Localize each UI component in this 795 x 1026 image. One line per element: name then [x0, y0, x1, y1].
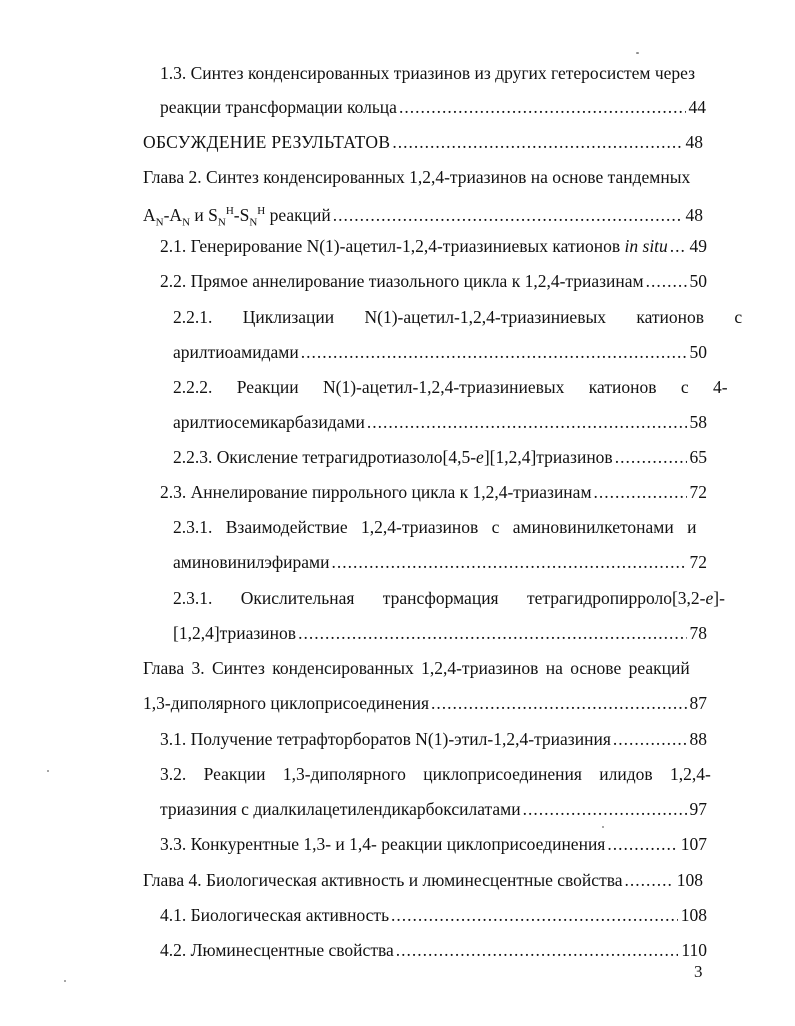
- page-number: 3: [694, 962, 703, 981]
- toc-leader: [333, 204, 683, 226]
- toc-2-2-3-line: [173, 446, 707, 468]
- toc-2-3-1-line-2: [173, 551, 707, 573]
- toc-ch3-title-b: 1,3-диполярного циклоприсоединения: [143, 693, 430, 713]
- toc-1-3-title-a: 1.3. Синтез конденсированных триазинов из других гетеросистем через: [160, 63, 696, 83]
- toc-3-2-line-1: [160, 763, 711, 785]
- toc-1-3-line-2: [160, 96, 706, 118]
- toc-2-2-2-line-1: [173, 376, 728, 398]
- toc-ch2-title-b: реакций: [269, 204, 331, 225]
- toc-2-3-1-page: 72: [689, 552, 707, 572]
- toc-2-3-1-line-1: [173, 516, 708, 538]
- toc-2-2-1-title-b: арилтиоамидами: [173, 342, 299, 362]
- toc-2-2-3-italic: e: [476, 447, 484, 467]
- toc-leader: [391, 904, 678, 926]
- toc-ch3-line-2: [143, 692, 707, 714]
- toc-ch2-line-1: [143, 166, 715, 188]
- toc-2-2-1-line-2: [173, 341, 707, 363]
- toc-3-3-line: [160, 833, 707, 855]
- toc-2-3-1b-title-post: ]-: [713, 588, 725, 608]
- scan-speck: [602, 826, 604, 828]
- toc-2-3-line: [160, 481, 707, 503]
- toc-ch3-page: 87: [689, 693, 707, 713]
- toc-2-3-title: 2.3. Аннелирование пиррольного цикла к 1,2,4-триазинам: [160, 482, 592, 502]
- toc-2-1-title: 2.1. Генерирование N(1)-ацетил-1,2,4-триазиниевых катионов: [160, 236, 621, 256]
- toc-leader: [670, 235, 687, 257]
- toc-2-3-1b-line-2: [173, 622, 707, 644]
- scan-speck: [64, 980, 66, 982]
- toc-leader: [367, 411, 687, 433]
- toc-4-2-page: 110: [681, 940, 707, 960]
- toc-3-1-title: 3.1. Получение тетрафторборатов N(1)-этил-1,2,4-триазиния: [160, 729, 611, 749]
- toc-leader: [298, 622, 686, 644]
- toc-3-3-page: 107: [680, 834, 707, 854]
- toc-3-2-line-2: [160, 798, 707, 820]
- toc-results-page: 48: [685, 132, 703, 152]
- toc-2-2-3-title-pre: 2.2.3. Окисление тетрагидротиазоло[4,5-: [173, 447, 477, 467]
- toc-ch4-line: [143, 869, 703, 891]
- toc-2-2-2-title-a: 2.2.2. Реакции N(1)-ацетил-1,2,4-триазиниевых катионов с 4-: [173, 377, 728, 397]
- toc-2-3-page: 72: [689, 482, 707, 502]
- toc-3-2-title-a: 3.2. Реакции 1,3-диполярного циклоприсоединения илидов 1,2,4-: [160, 764, 711, 784]
- toc-4-2-title: 4.2. Люминесцентные свойства: [160, 940, 394, 960]
- toc-2-2-2-title-b: арилтиосемикарбазидами: [173, 412, 365, 432]
- toc-2-1-italic: in situ: [624, 236, 668, 256]
- toc-1-3-line-1: [160, 62, 716, 84]
- toc-3-3-title: 3.3. Конкурентные 1,3- и 1,4- реакции циклоприсоединения: [160, 834, 606, 854]
- toc-2-2-1-title-a: 2.2.1. Циклизации N(1)-ацетил-1,2,4-триазиниевых катионов с: [173, 307, 743, 327]
- toc-3-1-line: [160, 728, 707, 750]
- toc-ch3-title-a: Глава 3. Синтез конденсированных 1,2,4-триазинов на основе реакций: [143, 658, 690, 678]
- toc-2-3-1b-title-pre: 2.3.1. Окислительная трансформация тетрагидропирроло[3,2-: [173, 588, 706, 608]
- toc-2-2-page: 50: [689, 271, 707, 291]
- toc-1-3-page: 44: [688, 97, 706, 117]
- toc-ch4-title: Глава 4. Биологическая активность и люминесцентные свойства: [143, 870, 623, 890]
- toc-leader: [625, 869, 674, 891]
- toc-2-3-1b-title-b: [1,2,4]триазинов: [173, 623, 297, 643]
- toc-leader: [594, 481, 687, 503]
- toc-leader: [396, 939, 679, 961]
- toc-2-2-1-line-1: [173, 306, 743, 328]
- toc-3-2-title-b: триазиния с диалкилацетилендикарбоксилатами: [160, 799, 521, 819]
- toc-2-2-2-page: 58: [689, 412, 707, 432]
- toc-2-2-line: [160, 270, 707, 292]
- toc-ch2-title-a: Глава 2. Синтез конденсированных 1,2,4-триазинов на основе тандемных: [143, 167, 691, 187]
- toc-2-1-line: [160, 235, 707, 257]
- toc-leader: [613, 728, 687, 750]
- toc-leader: [523, 798, 687, 820]
- toc-leader: [392, 131, 682, 153]
- toc-4-1-line: [160, 904, 707, 926]
- toc-2-3-1b-italic: e: [705, 588, 714, 608]
- toc-leader: [331, 551, 686, 573]
- toc-2-2-1-page: 50: [689, 342, 707, 362]
- toc-2-2-title: 2.2. Прямое аннелирование тиазольного цикла к 1,2,4-триазинам: [160, 271, 644, 291]
- toc-2-3-1-title-b: аминовинилэфирами: [173, 552, 330, 572]
- toc-ch3-line-1: [143, 657, 715, 679]
- toc-2-2-2-line-2: [173, 411, 707, 433]
- toc-2-3-1-title-a: 2.3.1. Взаимодействие 1,2,4-триазинов с аминовинилкетонами и: [173, 517, 697, 537]
- toc-results-line: [143, 131, 703, 153]
- toc-results-title: ОБСУЖДЕНИЕ РЕЗУЛЬТАТОВ: [143, 132, 391, 152]
- scan-speck: [636, 52, 639, 54]
- toc-leader: [431, 692, 686, 714]
- toc-leader: [607, 833, 677, 855]
- toc-2-2-3-title-post: ][1,2,4]триазинов: [483, 447, 613, 467]
- toc-2-1-page: 49: [689, 236, 707, 256]
- toc-leader: [615, 446, 687, 468]
- toc-4-1-page: 108: [680, 905, 707, 925]
- toc-3-1-page: 88: [689, 729, 707, 749]
- toc-1-3-title-b: реакции трансформации кольца: [160, 97, 397, 117]
- toc-2-3-1b-line-1: [173, 587, 725, 609]
- toc-4-2-line: [160, 939, 707, 961]
- toc-ch4-page: 108: [676, 870, 703, 890]
- toc-2-2-3-page: 65: [689, 447, 707, 467]
- toc-leader: [646, 270, 687, 292]
- toc-leader: [399, 96, 686, 118]
- toc-2-3-1b-page: 78: [689, 623, 707, 643]
- toc-ch2-page: 48: [685, 204, 703, 225]
- toc-3-2-page: 97: [689, 799, 707, 819]
- toc-ch2-line-2: [143, 200, 703, 233]
- toc-ch2-formula: $A_N-A_N$ и $S_N^H-S_N^H$ реакций: [143, 204, 331, 229]
- scan-speck: [47, 770, 49, 772]
- toc-4-1-title: 4.1. Биологическая активность: [160, 905, 390, 925]
- toc-leader: [301, 341, 687, 363]
